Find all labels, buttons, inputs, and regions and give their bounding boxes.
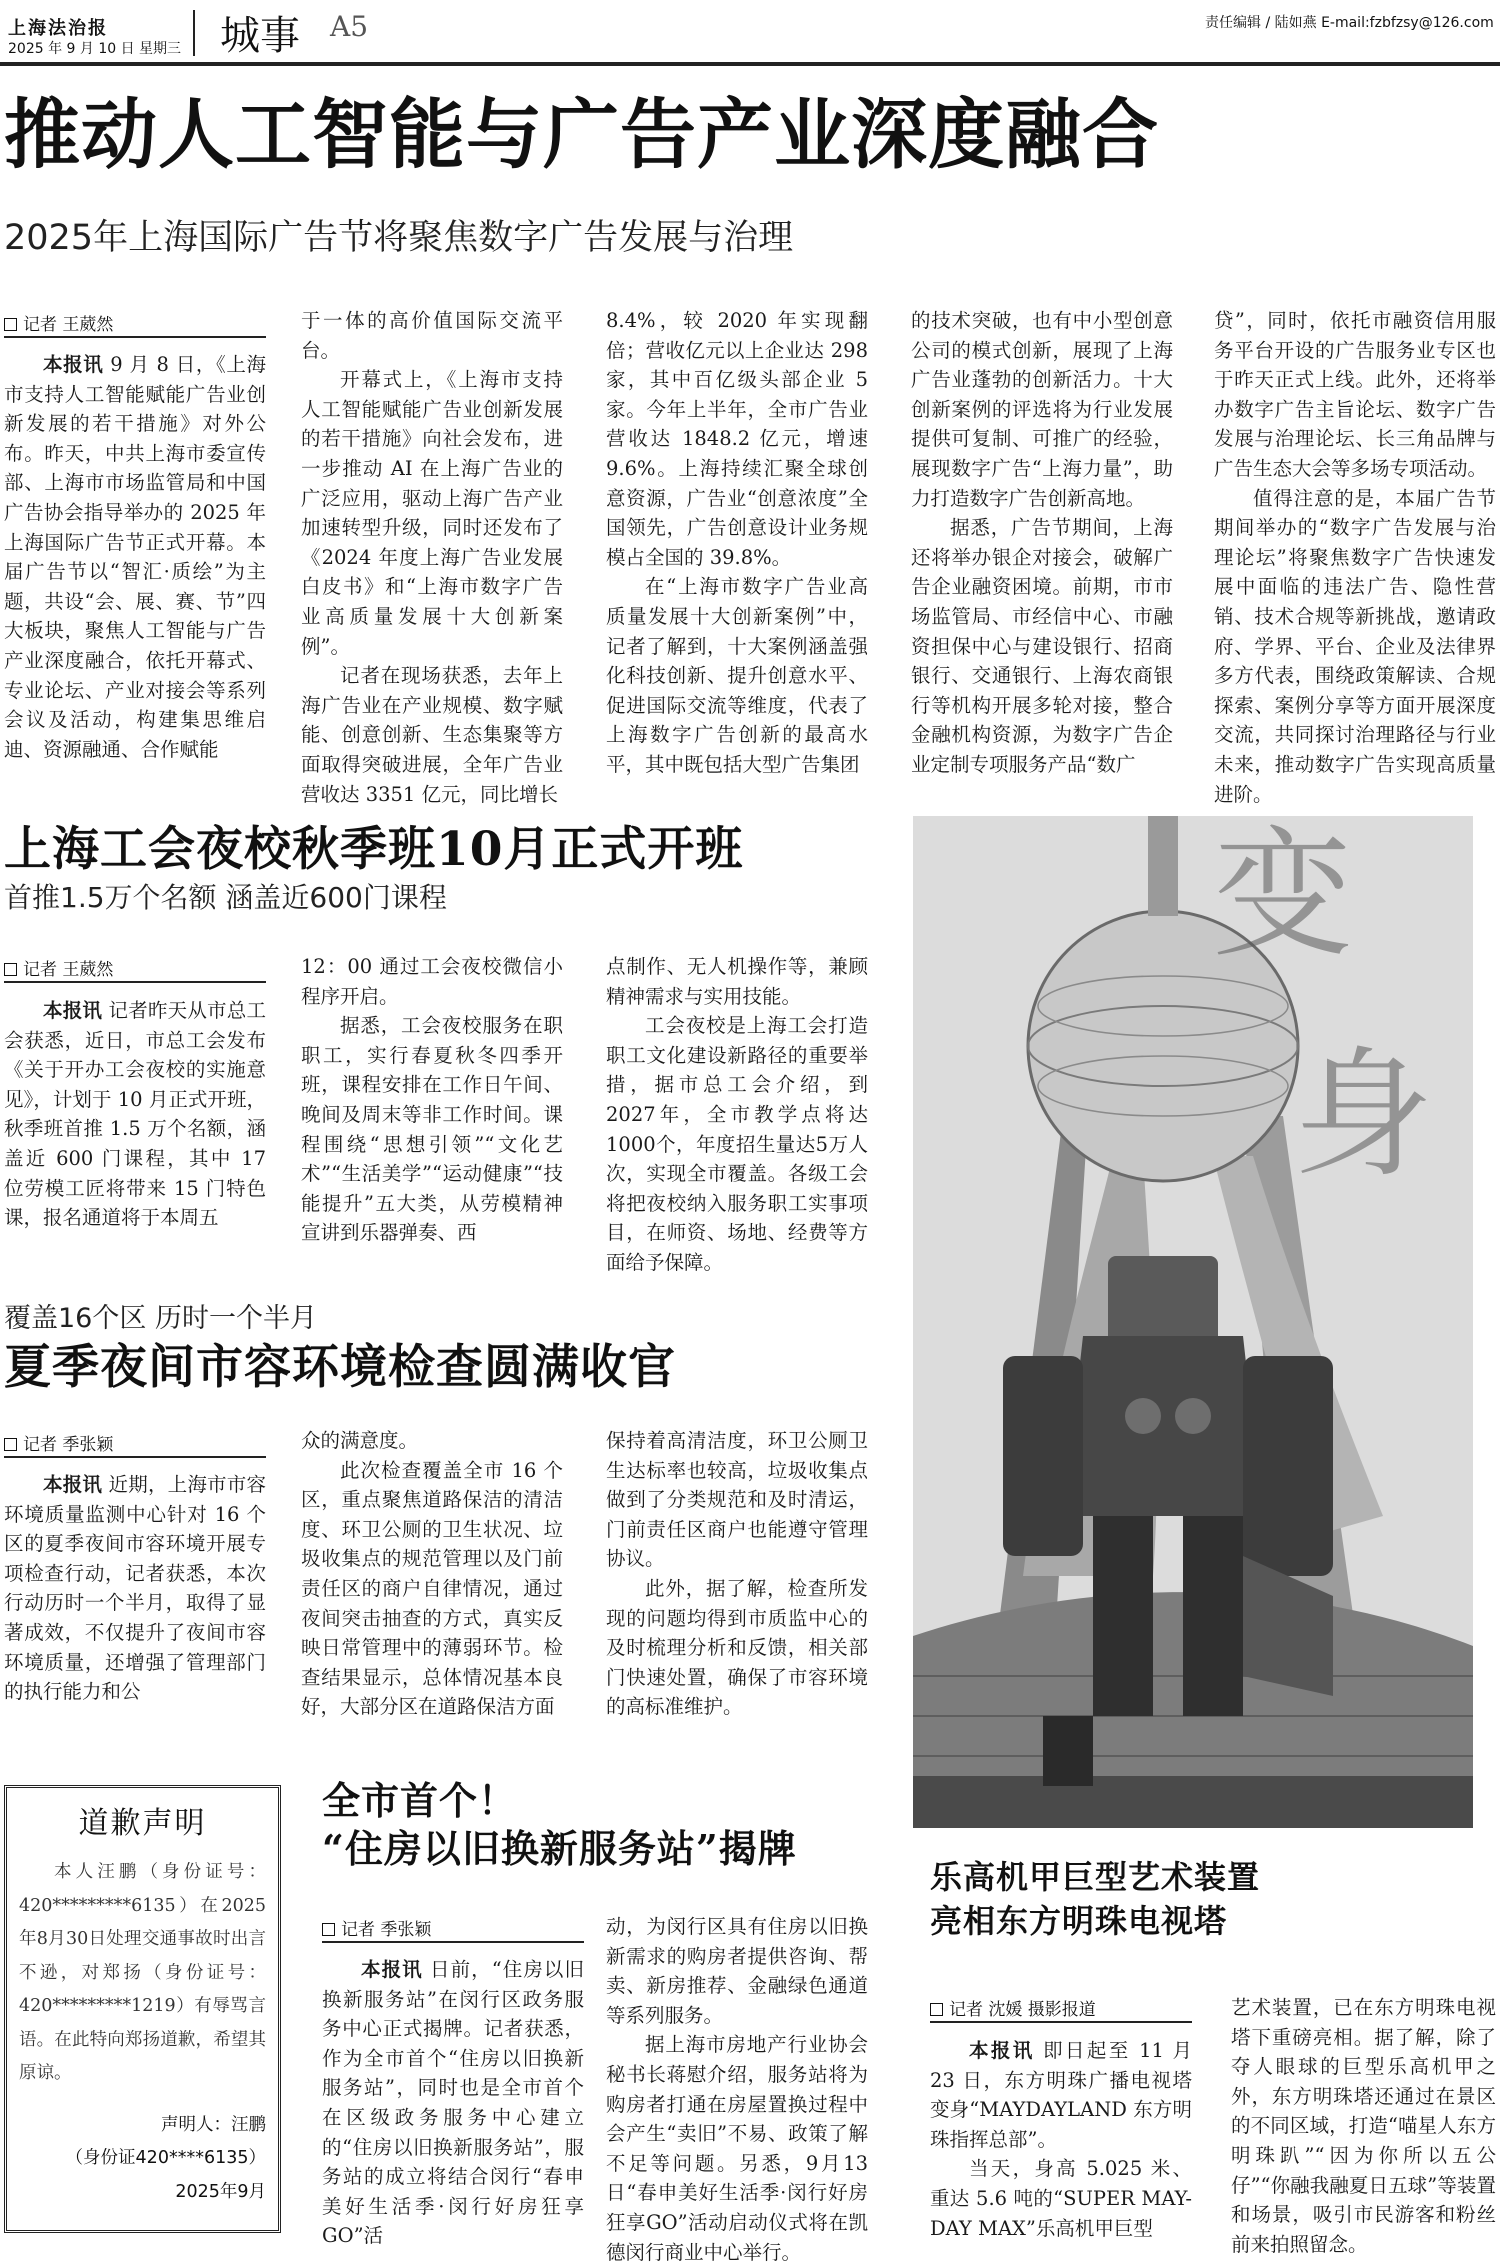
newspaper-name: 上海法治报 xyxy=(8,18,108,39)
robot-chest-light xyxy=(1175,1398,1211,1434)
robot-chest-light xyxy=(1125,1398,1161,1434)
article4-column-1 xyxy=(322,1955,584,2248)
article2-text-2b: 据悉，工会夜校服务在职职工，实行春夏秋冬四季开班，课程安排在工作日午间、晚间及周末等非工作时间。课程围绕“思想引领”“文化艺术”“生活美学”“运动健康”“技能提升”五大类，从劳模精神宣讲到乐器弹奏、西 xyxy=(301,1014,563,1245)
section-name: 城事 xyxy=(220,13,300,59)
byline-rule xyxy=(4,1456,266,1458)
article2-column-1 xyxy=(4,996,266,1232)
masthead-rule xyxy=(0,62,1500,66)
byline-text: 记者 王葳然 xyxy=(23,315,114,335)
apology-date: 2025年9月 xyxy=(175,2181,266,2202)
article2-text-3a: 点制作、无人机操作等，兼顾精神需求与实用技能。 xyxy=(606,955,868,1008)
article4-column-2 xyxy=(606,1912,868,2264)
robot-torso xyxy=(1063,1336,1263,1516)
article4-headline: “住房以旧换新服务站”揭牌 xyxy=(322,1826,797,1871)
article4-kicker: 全市首个！ xyxy=(322,1778,518,1823)
article3-kicker: 覆盖16个区 历时一个半月 xyxy=(4,1303,317,1334)
calligraphy-char-1: 变 xyxy=(1213,814,1354,977)
byline-text: 记者 季张颖 xyxy=(23,1435,114,1455)
article1-text-3a: 8.4%，较 2020 年实现翻倍；营收亿元以上企业达 298 家，其中百亿级头部企业 5 家。今年上半年，全市广告业营收达 1848.2 亿元，增速 9.6%。上海持续汇聚全球创意资源，广告业“创意浓度”全国领先，广告创意设计业务规模占全国的 39.8%。 xyxy=(606,309,868,569)
article1-text-1: 9 月 8 日，《上海市支持人工智能赋能广告业创新发展的若干措施》对外公布。昨天，中共上海市委宣传部、上海市市场监管局和中国广告协会指导举办的 2025 年上海国际广告节正式开幕。本届广告节以“智汇·质绘”为主题，共设“会、展、赛、节”四大板块，聚焦人工智能与广告产业深度融合，依托开幕式、专业论坛、产业对接会等系列会议及活动，构建集思维启迪、资源融通、合作赋能 xyxy=(4,353,266,761)
article1-column-5 xyxy=(1214,306,1496,806)
byline-text: 记者 沈媛 摄影报道 xyxy=(949,2000,1096,2020)
article1-text-2b: 开幕式上，《上海市支持人工智能赋能广告业创新发展的若干措施》向社会发布，进一步推动 AI 在上海广告业的广泛应用，驱动上海广告产业加速转型升级，同时还发布了《2024 年度上海广告业发展白皮书》和“上海市数字广告业高质量发展十大创新案例”。 xyxy=(301,368,563,658)
article3-column-2 xyxy=(301,1426,563,1719)
article3-column-3 xyxy=(606,1426,868,1719)
issue-date: 2025 年 9 月 10 日 星期三 xyxy=(8,41,182,57)
article2-headline: 上海工会夜校秋季班10月正式开班 xyxy=(4,822,744,877)
byline-text: 记者 王葳然 xyxy=(23,960,114,980)
article5-column-2 xyxy=(1231,1993,1496,2256)
dateline: 本报讯 xyxy=(43,999,103,1022)
robot-leg-left xyxy=(1093,1516,1153,1716)
article3-text-3b: 此外，据了解，检查所发现的问题均得到市质监中心的及时梳理分析和反馈，相关部门快速处置，确保了市容环境的高标准维护。 xyxy=(606,1576,868,1719)
byline-text: 记者 季张颖 xyxy=(341,1920,432,1940)
article1-column-4 xyxy=(911,306,1173,776)
calligraphy-char-2: 身 xyxy=(1293,1034,1434,1197)
article2-text-2a: 12：00 通过工会夜校微信小程序开启。 xyxy=(301,955,563,1008)
apology-text: 本人汪鹏（身份证号：420*********6135）在2025年8月30日处理交通事故时出言不逊，对郑扬（身份证号：420*********1219）有辱骂言语。在此特向郑扬道歉，希望其原谅。 xyxy=(19,1862,266,2083)
byline-rule xyxy=(4,336,266,338)
byline-marker-icon xyxy=(322,1923,335,1936)
byline-marker-icon xyxy=(930,2003,943,2016)
article3-text-2b: 此次检查覆盖全市 16 个区，重点聚焦道路保洁的清洁度、环卫公厕的卫生状况、垃圾收集点的规范管理以及门前责任区的商户自律情况，通过夜间突击抽查的方式，真实反映日常管理中的薄弱环节。检查结果显示，总体情况基本良好，大部分区在道路保洁方面 xyxy=(301,1458,563,1719)
article1-text-3b: 在“上海市数字广告业高质量发展十大创新案例”中，记者了解到，十大案例涵盖强化科技创新、提升创意水平、促进国际交流等维度，代表了上海数字广告创新的最高水平，其中既包括大型广告集团 xyxy=(606,575,868,776)
article4-text-2b: 据上海市房地产行业协会秘书长蒋慰介绍，服务站将为购房者打通在房屋置换过程中会产生“卖旧”不易、政策了解不足等问题。另悉，9月13日“春申美好生活季·闵行好房狂享GO”活动启动仪式将在凯德闵行商业中心举行。 xyxy=(606,2033,868,2264)
page-number: A5 xyxy=(330,10,369,43)
robot-head xyxy=(1108,1256,1218,1346)
article3-byline xyxy=(4,1430,113,1455)
article2-text-1: 记者昨天从市总工会获悉，近日，市总工会发布《关于开办工会夜校的实施意见》，计划于 10 月正式开班，秋季班首推 1.5 万个名额，涵盖近 600 门课程，其中 17 位劳模工匠将带来 15 门特色课，报名通道将于本周五 xyxy=(4,999,266,1230)
article5-text-1: 即日起至 11 月 23 日，东方明珠广播电视塔变身“MAYDAYLAND 东方明珠指挥总部”。 xyxy=(930,2039,1192,2151)
robot-leg-right xyxy=(1183,1516,1243,1716)
article2-column-3 xyxy=(606,952,868,1274)
byline-rule xyxy=(322,1941,584,1943)
article2-text-3b: 工会夜校是上海工会打造职工文化建设新路径的重要举措，据市总工会介绍，到2027年，全市教学点将达1000个，年度招生量达5万人次，实现全市覆盖。各级工会将把夜校纳入服务职工实事项目，在师资、场地、经费等方面给予保障。 xyxy=(606,1014,868,1274)
photo-illustration xyxy=(913,816,1473,1828)
article1-column-3 xyxy=(606,306,868,776)
article5-headline-line2: 亮相东方明珠电视塔 xyxy=(930,1902,1228,1940)
article1-text-2a: 于一体的高价值国际交流平台。 xyxy=(301,309,563,362)
article1-text-4b: 据悉，广告节期间，上海还将举办银企对接会，破解广告企业融资困境。前期，市市场监管局、市经信中心、市融资担保中心与建设银行、招商银行、交通银行、上海农商银行等机构开展多轮对接，整合金融机构资源，为数字广告企业定制专项服务产品“数广 xyxy=(911,516,1173,776)
article1-text-5b: 值得注意的是，本届广告节期间举办的“数字广告发展与治理论坛”将聚焦数字广告快速发展中面临的违法广告、隐性营销、技术合规等新挑战，邀请政府、学界、平台、企业及法律界多方代表，围绕政策解读、合规探索、案例分享等方面开展深度交流，共同探讨治理路径与行业未来，推动数字广告实现高质量进阶。 xyxy=(1214,486,1496,806)
tower-spire xyxy=(1148,816,1178,916)
article1-text-5a: 贷”，同时，依托市融资信用服务平台开设的广告服务业专区也于昨天正式上线。此外，还将举办数字广告主旨论坛、数字广告发展与治理论坛、长三角品牌与广告生态大会等多场专项活动。 xyxy=(1214,309,1496,480)
robot-arm-right xyxy=(1243,1356,1333,1576)
article1-subtitle: 2025年上海国际广告节将聚焦数字广告发展与治理 xyxy=(4,218,794,258)
apology-signer-id: （身份证420****6135） xyxy=(65,2148,266,2168)
article1-column-2 xyxy=(301,306,563,806)
byline-rule xyxy=(4,981,266,983)
article5-byline xyxy=(930,1995,1096,2020)
article2-byline xyxy=(4,955,113,980)
article4-text-2a: 动，为闵行区具有住房以旧换新需求的购房者提供咨询、帮卖、新房推荐、金融绿色通道等系列服务。 xyxy=(606,1915,868,2027)
article5-column-1 xyxy=(930,2036,1192,2246)
dateline: 本报讯 xyxy=(969,2039,1035,2062)
article3-text-1: 近期，上海市市容环境质量监测中心针对 16 个区的夏季夜间市容环境开展专项检查行动，记者获悉，本次行动历时一个半月，取得了显著成效，不仅提升了夜间市容环境质量，还增强了管理部门的执行能力和公 xyxy=(4,1473,266,1704)
article1-column-1 xyxy=(4,350,266,760)
article5-text-1b: 当天，身高 5.025 米、重达 5.6 吨的“SUPER MAY-DAY MAX”乐高机甲巨型 xyxy=(930,2157,1192,2240)
article2-subtitle: 首推1.5万个名额 涵盖近600门课程 xyxy=(4,881,447,914)
article3-text-2a: 众的满意度。 xyxy=(301,1429,419,1452)
article3-column-1 xyxy=(4,1470,266,1708)
article1-byline xyxy=(4,310,113,335)
editor-info: 责任编辑 / 陆如燕 E-mail:fzbfzsy@126.com xyxy=(1205,15,1494,31)
byline-rule xyxy=(930,2021,1192,2023)
apology-signer: 声明人：汪鹏 xyxy=(161,2114,266,2135)
byline-marker-icon xyxy=(4,318,17,331)
dateline: 本报讯 xyxy=(43,353,104,376)
apology-notice xyxy=(4,1785,281,2233)
article4-byline xyxy=(322,1915,431,1940)
small-figure xyxy=(1043,1716,1093,1786)
masthead-divider xyxy=(193,10,195,56)
article3-headline: 夏季夜间市容环境检查圆满收官 xyxy=(4,1340,676,1395)
byline-marker-icon xyxy=(4,1438,17,1451)
dateline: 本报讯 xyxy=(43,1473,103,1496)
photo-oriental-pearl-tower-robot xyxy=(913,816,1473,1828)
dateline: 本报讯 xyxy=(361,1958,423,1981)
robot-arm-left xyxy=(1003,1356,1083,1556)
apology-title: 道歉声明 xyxy=(78,1806,207,1841)
article4-text-1: 日前，“住房以旧换新服务站”在闵行区政务服务中心正式揭牌。记者获悉，作为全市首个“住房以旧换新服务站”，同时也是全市首个在区级政务服务中心建立的“住房以旧换新服务站”，服务站的成立将结合闵行“春申美好生活季·闵行好房狂享 GO”活 xyxy=(322,1958,584,2248)
article5-headline-line1: 乐高机甲巨型艺术装置 xyxy=(930,1858,1261,1896)
article1-headline: 推动人工智能与广告产业深度融合 xyxy=(4,90,1159,179)
article1-text-2c: 记者在现场获悉，去年上海广告业在产业规模、数字赋能、创意创新、生态集聚等方面取得突破进展，全年广告业营收达 3351 亿元，同比增长 xyxy=(301,664,563,806)
article2-column-2 xyxy=(301,952,563,1245)
apology-signature xyxy=(19,2109,266,2210)
byline-marker-icon xyxy=(4,963,17,976)
photo-ground xyxy=(913,1776,1473,1828)
article5-text-2: 艺术装置，已在东方明珠电视塔下重磅亮相。据了解，除了夺人眼球的巨型乐高机甲之外，东方明珠塔还通过在景区的不同区域，打造“喵星人东方明珠趴”“因为你所以五公仔”“你融我融夏日五球”等装置和场景，吸引市民游客和粉丝前来拍照留念。 xyxy=(1231,1996,1496,2256)
article3-text-3a: 保持着高清洁度，环卫公厕卫生达标率也较高，垃圾收集点做到了分类规范和及时清运，门前责任区商户也能遵守管理协议。 xyxy=(606,1429,868,1571)
article1-text-4a: 的技术突破，也有中小型创意公司的模式创新，展现了上海广告业蓬勃的创新活力。十大创新案例的评选将为行业发展提供可复制、可推广的经验，展现数字广告“上海力量”，助力打造数字广告创新高地。 xyxy=(911,309,1173,510)
